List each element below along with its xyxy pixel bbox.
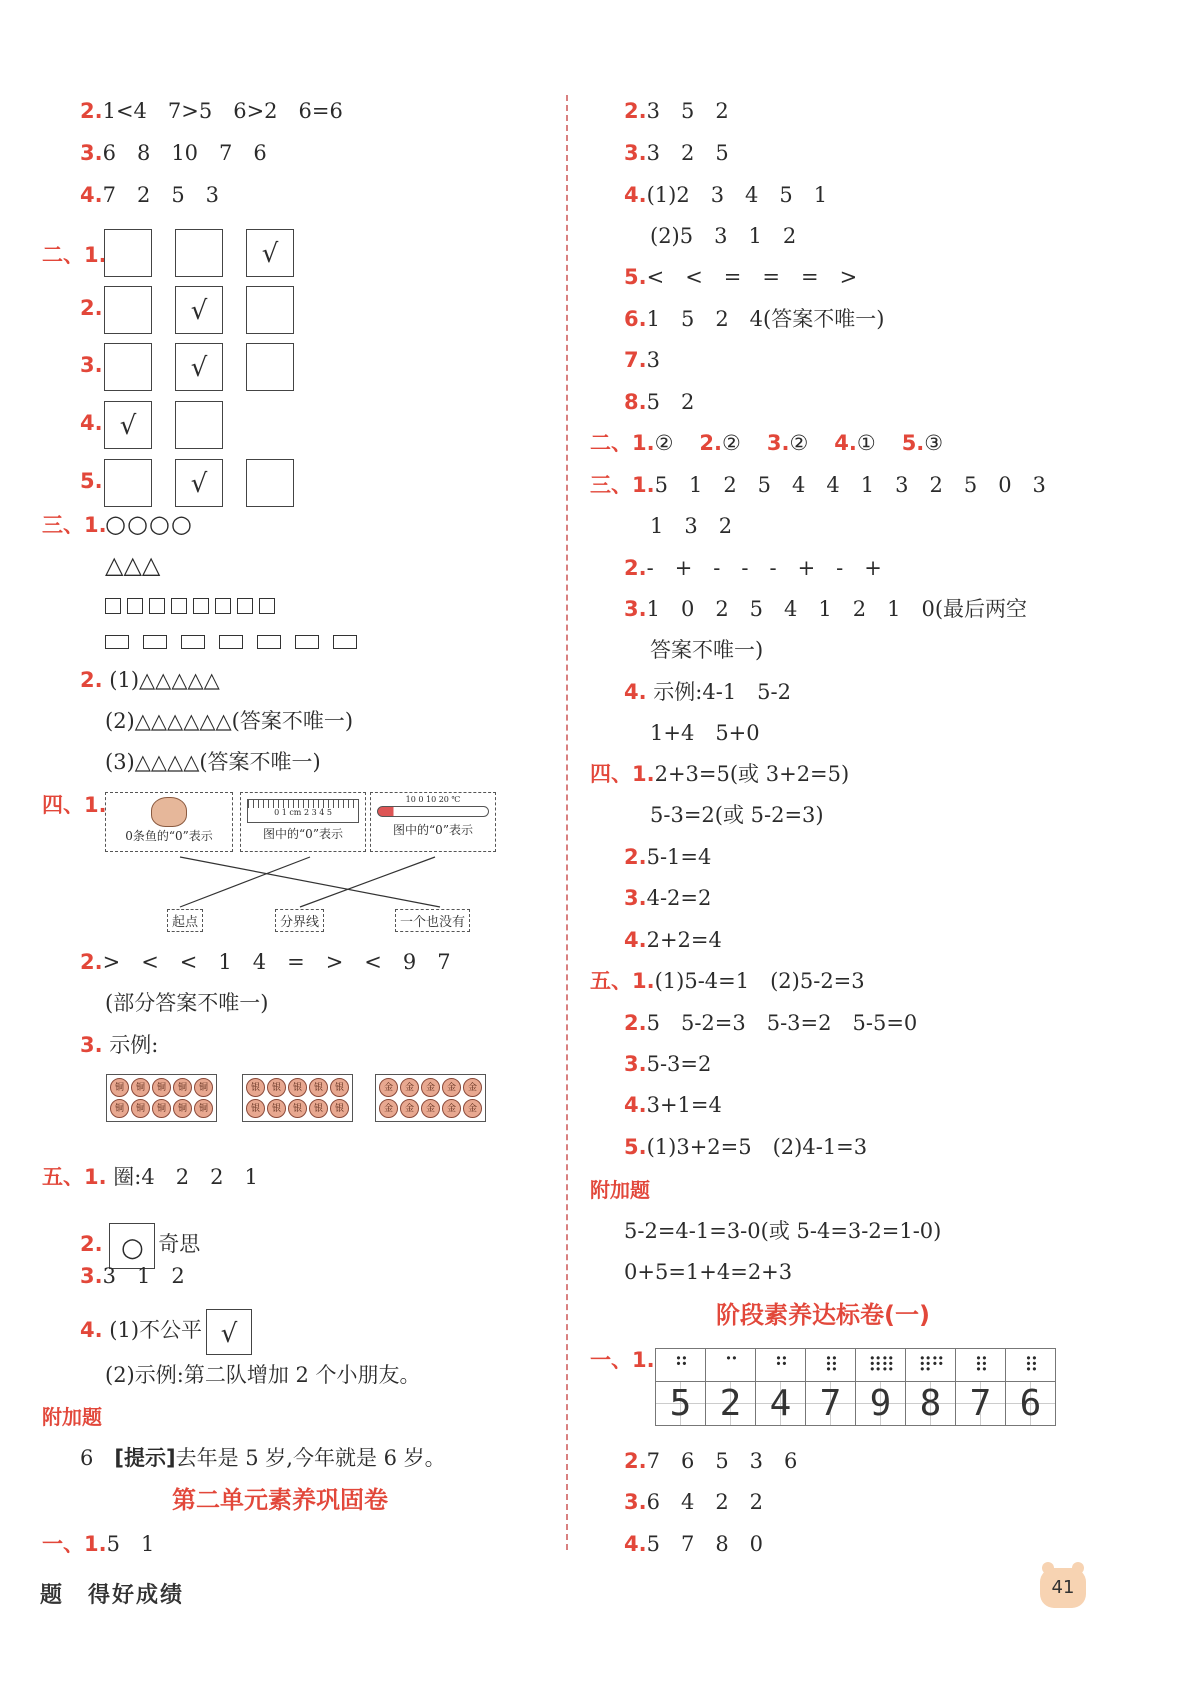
coin-icon: 铜 — [152, 1099, 171, 1118]
coin-icon: 金 — [400, 1078, 419, 1097]
coin-icon: 铜 — [194, 1099, 213, 1118]
answer-row: 6 [提示]去年是 5 岁,今年就是 6 岁。 — [80, 1446, 446, 1470]
check-row — [80, 398, 246, 449]
answer-row: 2.1<4 7>5 6>2 6=6 — [80, 99, 343, 123]
coin-icon: 金 — [463, 1099, 482, 1118]
coin-icon: 银 — [267, 1099, 286, 1118]
coin-icon: 金 — [442, 1099, 461, 1118]
item-number: 4. — [834, 431, 857, 455]
answer-row: (3)△△△△(答案不唯一) — [105, 750, 321, 774]
coin-icon: 银 — [246, 1099, 265, 1118]
extra-question-title: 附加题 — [42, 1405, 102, 1429]
choice-answer: ③ — [924, 431, 944, 455]
answer-box: ○ — [109, 1223, 155, 1269]
section-label: 二、1. — [42, 243, 107, 267]
section-label: 二、1. — [590, 431, 655, 455]
answer-row: 8.5 2 — [624, 390, 695, 414]
choice-answer: ② — [654, 431, 674, 455]
answer-row: 2.- + - - - + - + — [624, 556, 882, 580]
check-box: √ — [175, 286, 223, 334]
answer-row: 5.(1)3+2=5 (2)4-1=3 — [624, 1135, 868, 1159]
extra-question-title: 附加题 — [590, 1178, 650, 1202]
digit-row — [656, 1382, 1056, 1426]
match-tag: 起点 — [167, 909, 203, 932]
answer-row: 2. (1)△△△△△ — [80, 668, 220, 692]
coin-group — [106, 1074, 217, 1122]
item-number: 2. — [699, 431, 723, 455]
answer-row: 三、1.5 1 2 5 4 4 1 3 2 5 0 3 — [590, 473, 1046, 497]
answer-row: 3. 示例: — [80, 1033, 159, 1057]
coin-icon: 银 — [288, 1078, 307, 1097]
coin-icon: 铜 — [110, 1078, 129, 1097]
coin-icon: 铜 — [173, 1078, 192, 1097]
coin-icon: 金 — [400, 1099, 419, 1118]
answer-row: 五、1. 圈:4 2 2 1 — [42, 1165, 258, 1189]
row-label: 2. — [80, 296, 103, 320]
answer-row: (2)示例:第二队增加 2 个小朋友。 — [105, 1363, 421, 1387]
coin-icon: 金 — [421, 1099, 440, 1118]
coin-icon: 金 — [463, 1078, 482, 1097]
coin-icon: 银 — [309, 1099, 328, 1118]
answer-row: 5-2=4-1=3-0(或 5-4=3-2=1-0) — [624, 1219, 942, 1243]
check-box: √ — [175, 459, 223, 507]
check-row — [80, 226, 317, 277]
check-box — [104, 229, 152, 277]
coin-icon: 铜 — [194, 1078, 213, 1097]
answer-row: 5.< < = = = > — [624, 265, 858, 289]
dot-cell: ⠿ — [956, 1349, 1006, 1382]
check-box — [175, 229, 223, 277]
answer-row: 2.3 5 2 — [624, 99, 729, 123]
triangles: △△△ — [105, 551, 161, 579]
answer-row: 四、1.2+3=5(或 3+2=5) — [590, 762, 850, 786]
check-row — [80, 340, 317, 391]
answer-row: 2. ○ 奇思 — [80, 1220, 200, 1269]
matching-lines — [160, 855, 500, 910]
match-tag: 一个也没有 — [395, 909, 470, 932]
answer-row: 2.5 5-2=3 5-3=2 5-5=0 — [624, 1011, 918, 1035]
answer-row: 答案不唯一) — [650, 638, 764, 662]
answer-row: 3.1 0 2 5 4 1 2 1 0(最后两空 — [624, 597, 1028, 621]
matching-card-thermometer: 10 0 10 20 ℃ 图中的“0”表示 — [370, 792, 496, 852]
fish-bowl-icon — [151, 797, 187, 827]
coin-icon: 铜 — [173, 1099, 192, 1118]
digit-cell: 8 — [906, 1382, 956, 1426]
coin-icon: 银 — [330, 1099, 349, 1118]
small-squares — [105, 592, 281, 616]
coin-icon: 银 — [288, 1099, 307, 1118]
dot-cell: ⠛ — [756, 1349, 806, 1382]
choice-answer: ① — [856, 431, 876, 455]
dot-cell: ⠿ — [806, 1349, 856, 1382]
coin-icon: 金 — [442, 1078, 461, 1097]
match-line — [180, 857, 310, 907]
answer-row: 3.6 8 10 7 6 — [80, 141, 267, 165]
choice-answer: ② — [722, 431, 741, 455]
digit-cell: 6 — [1006, 1382, 1056, 1426]
check-box — [246, 343, 294, 391]
dot-cell: ⠿ — [1006, 1349, 1056, 1382]
check-box — [246, 459, 294, 507]
choice-answer: ② — [789, 431, 809, 455]
answer-row: 4.(1)2 3 4 5 1 — [624, 183, 828, 207]
coin-icon: 金 — [421, 1078, 440, 1097]
dot-number-grid — [655, 1348, 1056, 1426]
digit-cell: 5 — [656, 1382, 706, 1426]
coin-icon: 金 — [379, 1099, 398, 1118]
check-box: √ — [246, 229, 294, 277]
dot-cell: ⠿⠿ — [856, 1349, 906, 1382]
coin-icon: 银 — [267, 1078, 286, 1097]
answer-row: 4. (1)不公平 √ — [80, 1306, 275, 1355]
answer-row: 4.5 7 8 0 — [624, 1532, 764, 1556]
answer-row: 一、1.5 1 — [42, 1532, 155, 1556]
answer-row: 0+5=1+4=2+3 — [624, 1260, 793, 1284]
row-label: 5. — [80, 469, 103, 493]
item-number: 5. — [901, 431, 925, 455]
answer-row: 4.7 2 5 3 — [80, 183, 220, 207]
check-row — [80, 456, 317, 507]
dot-row — [656, 1349, 1056, 1382]
check-box: √ — [104, 401, 152, 449]
page-number: 41 — [1040, 1568, 1086, 1608]
answer-row-choices — [590, 431, 943, 455]
matching-card-ruler: 0 1 cm 2 3 4 5 图中的“0”表示 — [240, 792, 366, 852]
answer-row: 2.7 6 5 3 6 — [624, 1449, 798, 1473]
answer-row: 4. 示例:4-1 5-2 — [624, 680, 791, 704]
check-box — [175, 401, 223, 449]
digit-cell: 9 — [856, 1382, 906, 1426]
digit-cell: 4 — [756, 1382, 806, 1426]
answer-row: 五、1.(1)5-4=1 (2)5-2=3 — [590, 969, 865, 993]
item-number: 3. — [766, 431, 790, 455]
column-divider — [566, 95, 568, 1550]
check-box: √ — [175, 343, 223, 391]
check-box — [246, 286, 294, 334]
coin-icon: 银 — [246, 1078, 265, 1097]
check-box — [104, 343, 152, 391]
circles: ○○○○ — [105, 510, 193, 538]
digit-cell: 2 — [706, 1382, 756, 1426]
answer-row: 2.5-1=4 — [624, 845, 712, 869]
answer-row: (2)5 3 1 2 — [650, 224, 797, 248]
digit-cell: 7 — [956, 1382, 1006, 1426]
coin-icon: 铜 — [152, 1078, 171, 1097]
answer-row: 5-3=2(或 5-2=3) — [650, 803, 824, 827]
unit-title: 第二单元素养巩固卷 — [172, 1486, 388, 1514]
answer-row: (部分答案不唯一) — [105, 991, 269, 1015]
answer-row: (2)△△△△△△(答案不唯一) — [105, 709, 354, 733]
answer-row: 4.2+2=4 — [624, 928, 722, 952]
match-line — [180, 857, 440, 907]
row-label: 4. — [80, 411, 103, 435]
check-box — [104, 286, 152, 334]
ruler-icon: 0 1 cm 2 3 4 5 — [247, 799, 359, 823]
coin-icon: 铜 — [131, 1078, 150, 1097]
answer-box: √ — [206, 1309, 252, 1355]
check-row — [80, 283, 317, 334]
answer-row: 1 3 2 — [650, 514, 733, 538]
coin-icon: 铜 — [110, 1099, 129, 1118]
check-box — [104, 459, 152, 507]
digit-cell: 7 — [806, 1382, 856, 1426]
coin-icon: 铜 — [131, 1099, 150, 1118]
answer-row: 3.3 2 5 — [624, 141, 729, 165]
coin-icon: 银 — [330, 1078, 349, 1097]
match-line — [300, 857, 435, 907]
section-label: 一、1. — [590, 1348, 655, 1372]
coin-icon: 金 — [379, 1078, 398, 1097]
dot-cell: ⠉ — [706, 1349, 756, 1382]
matching-card-fish: 0条鱼的“0”表示 — [105, 792, 233, 852]
answer-row: 7.3 — [624, 348, 660, 372]
dot-cell: ⠛ — [656, 1349, 706, 1382]
answer-row: 3.6 4 2 2 — [624, 1490, 764, 1514]
footer-slogan: 题 得好成绩 — [40, 1582, 185, 1608]
answer-row: 3.4-2=2 — [624, 886, 712, 910]
row-label: 3. — [80, 353, 103, 377]
answer-row: 4.3+1=4 — [624, 1093, 722, 1117]
match-tag: 分界线 — [275, 909, 324, 932]
answer-row: 1+4 5+0 — [650, 721, 760, 745]
answer-row: 6.1 5 2 4(答案不唯一) — [624, 307, 885, 331]
stage-title: 阶段素养达标卷(一) — [716, 1301, 930, 1329]
answer-row: 2.> < < 1 4 = > < 9 7 — [80, 950, 451, 974]
coin-group — [375, 1074, 486, 1122]
section-label: 四、1. — [42, 793, 107, 817]
coin-icon: 银 — [309, 1078, 328, 1097]
coin-group — [242, 1074, 353, 1122]
thermometer-icon — [377, 806, 489, 817]
answer-row: 3.5-3=2 — [624, 1052, 712, 1076]
section-label: 三、1. — [42, 513, 107, 537]
rectangles — [105, 628, 371, 652]
dot-cell: ⠿⠛ — [906, 1349, 956, 1382]
answer-row: 3.3 1 2 — [80, 1264, 185, 1288]
